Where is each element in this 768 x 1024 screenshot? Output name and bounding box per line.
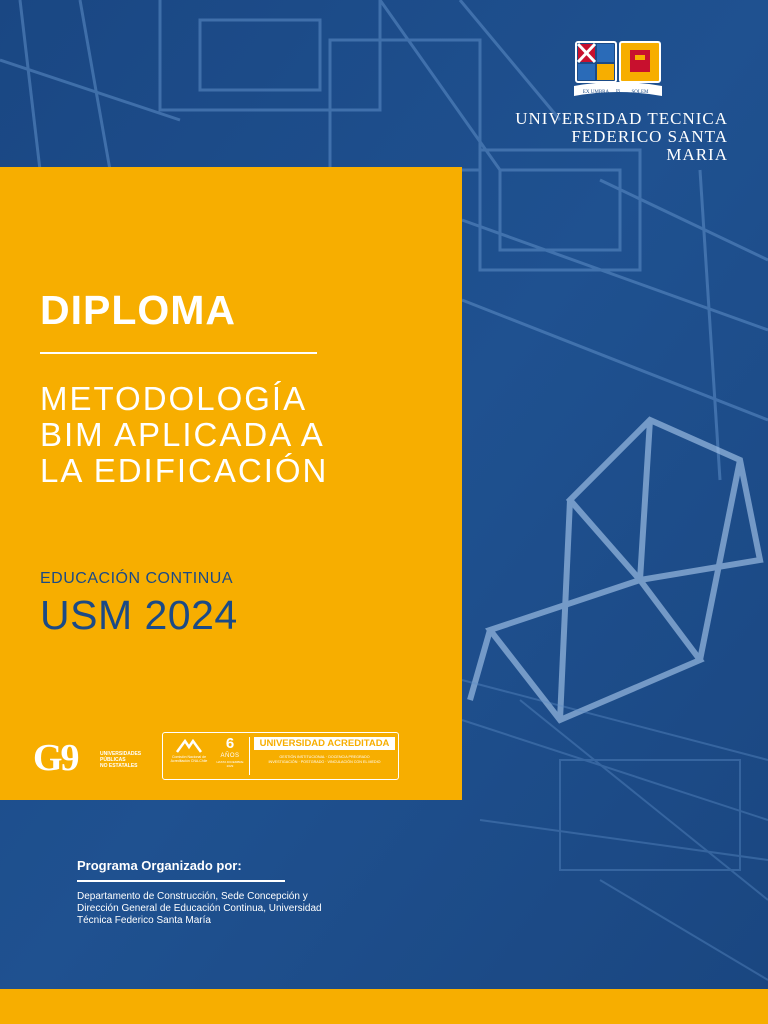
g9-caption-line3: NO ESTATALES	[100, 763, 138, 769]
program-title-line3: LA EDIFICACIÓN	[40, 452, 329, 489]
title-panel	[0, 167, 462, 800]
accreditation-box	[162, 732, 399, 780]
cna-logo-icon	[175, 739, 203, 753]
program-subtitle: EDUCACIÓN CONTINUA	[40, 570, 234, 587]
organizer-heading: Programa Organizado por:	[77, 858, 242, 873]
organizer-line1: Departamento de Construcción, Sede Concepción y	[77, 891, 308, 902]
title-divider	[40, 352, 317, 354]
program-title-line2: BIM APLICADA A	[40, 416, 325, 453]
organizer-divider	[77, 880, 285, 882]
accreditation-divider	[249, 737, 250, 775]
university-crest-icon	[572, 40, 664, 102]
accreditation-years-number: 6	[225, 735, 235, 752]
motto-mid: IN	[615, 88, 621, 93]
accreditation-years-until: HASTA DICIEMBRE 2029	[216, 760, 244, 768]
organizer-line3: Técnica Federico Santa María	[77, 915, 211, 926]
accreditation-areas	[254, 755, 395, 765]
motto-left: EX UMBRA	[582, 90, 610, 95]
university-name-line2: FEDERICO SANTA MARIA	[571, 127, 728, 164]
organizer-section	[77, 858, 377, 927]
university-name-line1: UNIVERSIDAD TECNICA	[515, 109, 728, 128]
motto-right: SOLEM	[631, 90, 649, 95]
accreditation-areas-line1: GESTIÓN INSTITUCIONAL · DOCENCIA PREGRADO	[279, 755, 370, 759]
g9-caption-line2: PÚBLICAS	[100, 757, 126, 763]
accreditation-years-word: AÑOS	[220, 753, 240, 759]
program-title-line1: METODOLOGÍA	[40, 380, 308, 417]
g9-caption-line1: UNIVERSIDADES	[100, 751, 142, 757]
university-logo-block	[508, 40, 728, 164]
footer-bar	[0, 989, 768, 1024]
accreditation-badge: UNIVERSIDAD ACREDITADA	[254, 737, 395, 750]
program-title	[40, 381, 440, 489]
cna-caption: Comisión Nacional de Acreditación CNA-Chile	[170, 755, 208, 763]
g9-logo: G9	[33, 737, 78, 779]
program-edition: USM 2024	[40, 592, 238, 638]
organizer-text	[77, 891, 367, 927]
accreditation-areas-line2: INVESTIGACIÓN · POSTGRADO · VINCULACIÓN CON EL MEDIO	[268, 760, 381, 764]
g9-caption	[100, 751, 170, 769]
accreditation-logos	[33, 732, 401, 782]
diploma-title: DIPLOMA	[40, 287, 237, 333]
organizer-line2: Dirección General de Educación Continua, Universidad	[77, 903, 322, 914]
